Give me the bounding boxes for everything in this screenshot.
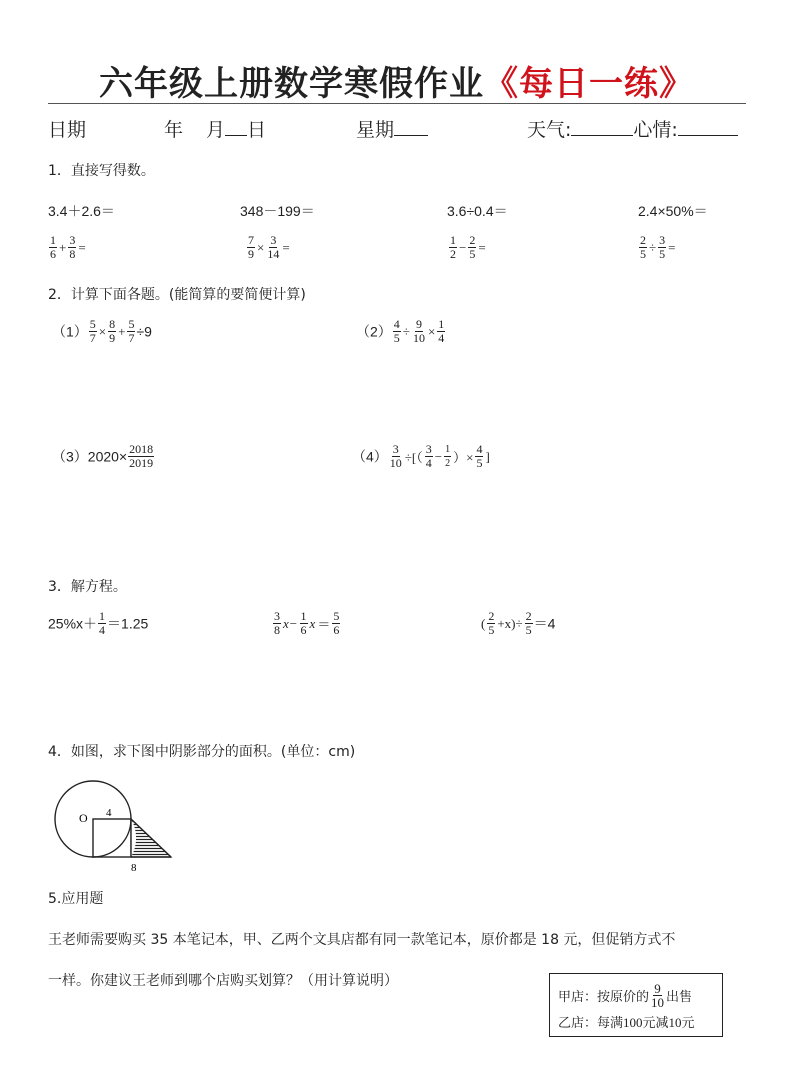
month-field[interactable] (206, 115, 266, 142)
mood-label: 心情: (633, 119, 678, 141)
section-4-title: 4．如图，求下图中阴影部分的面积。(单位：cm) (48, 744, 356, 760)
store-a-offer: 甲店：按原价的 $\frac{9}{10}$ 出售 (558, 981, 693, 1010)
equation-3-1: 25%x＋ $\frac{1}{4}$ ＝1.25 (48, 609, 149, 637)
problem-2-4: （4） $\frac{3}{10}$ ÷[（ $\frac{3}{4}$ − $\frac{1}{2}$ ）× $\frac{4}{5}$ ] (352, 442, 490, 470)
problem-2-3: （3）2020× $\frac{2018}{2019}$ (52, 442, 154, 470)
exercise-1-7: $\frac{1}{2}$ − $\frac{2}{5}$ = (450, 233, 486, 261)
store-offer-box (549, 973, 723, 1037)
store-b-offer: 乙店：每满100元减10元 (558, 1015, 695, 1030)
equation-3-2: $\frac{3}{8}$ x− $\frac{1}{6}$ x ＝ $\frac{5}{6}$ (274, 609, 340, 637)
page-title (0, 56, 793, 105)
year-label: 年 (164, 119, 184, 141)
weather-label: 天气: (527, 119, 572, 141)
exercise-1-2: 348－199＝ (240, 203, 315, 219)
shaded-area-figure (48, 775, 178, 875)
problem-2-1: （1） $\frac{5}{7}$ × $\frac{8}{9}$ + $\frac{5}{7}$ ÷9 (52, 317, 152, 345)
center-label: O (79, 811, 88, 825)
weekday-field[interactable] (356, 115, 428, 142)
radius-label: 4 (106, 807, 112, 819)
section-3-title: 3．解方程。 (48, 579, 127, 595)
section-2-title: 2．计算下面各题。(能简算的要简便计算) (48, 287, 306, 303)
section-5-title: 5.应用题 (48, 891, 104, 907)
weekday-label: 星期 (356, 119, 395, 141)
exercise-1-1: 3.4＋2.6＝ (48, 203, 115, 219)
month-blank[interactable] (225, 117, 247, 136)
month-label: 月 (206, 119, 226, 141)
mood-blank[interactable] (678, 117, 738, 136)
weekday-blank[interactable] (394, 117, 428, 136)
exercise-1-8: $\frac{2}{5}$ ÷ $\frac{3}{5}$ = (640, 233, 676, 261)
title-divider (48, 103, 746, 104)
exercise-1-6: $\frac{7}{9}$ × $\frac{3}{14}$ = (248, 233, 290, 261)
exercise-1-4: 2.4×50%＝ (638, 203, 708, 219)
exercise-1-3: 3.6÷0.4＝ (447, 203, 508, 219)
word-problem-line-1: 王老师需要购买 35 本笔记本，甲、乙两个文具店都有同一款笔记本，原价都是 18 元，但促销方式不 (48, 932, 676, 948)
weather-blank[interactable] (571, 117, 633, 136)
title-main: 六年级上册数学寒假作业 (99, 64, 484, 104)
equation-3-3: ( $\frac{2}{5}$ +x)÷ $\frac{2}{5}$ ＝4 (481, 609, 556, 637)
weather-mood-field[interactable] (527, 115, 738, 142)
day-label: 日 (247, 119, 267, 141)
word-problem-line-2: 一样。你建议王老师到哪个店购买划算？（用计算说明） (48, 973, 398, 989)
date-label: 日期 (48, 119, 87, 141)
section-1-title: 1．直接写得数。 (48, 163, 155, 179)
title-highlight: 《每日一练》 (484, 64, 694, 104)
problem-2-2: （2） $\frac{4}{5}$ ÷ $\frac{9}{10}$ × $\frac{1}{4}$ (356, 317, 445, 345)
base-label: 8 (131, 862, 137, 874)
exercise-1-5: $\frac{1}{6}$ + $\frac{3}{8}$ = (50, 233, 86, 261)
